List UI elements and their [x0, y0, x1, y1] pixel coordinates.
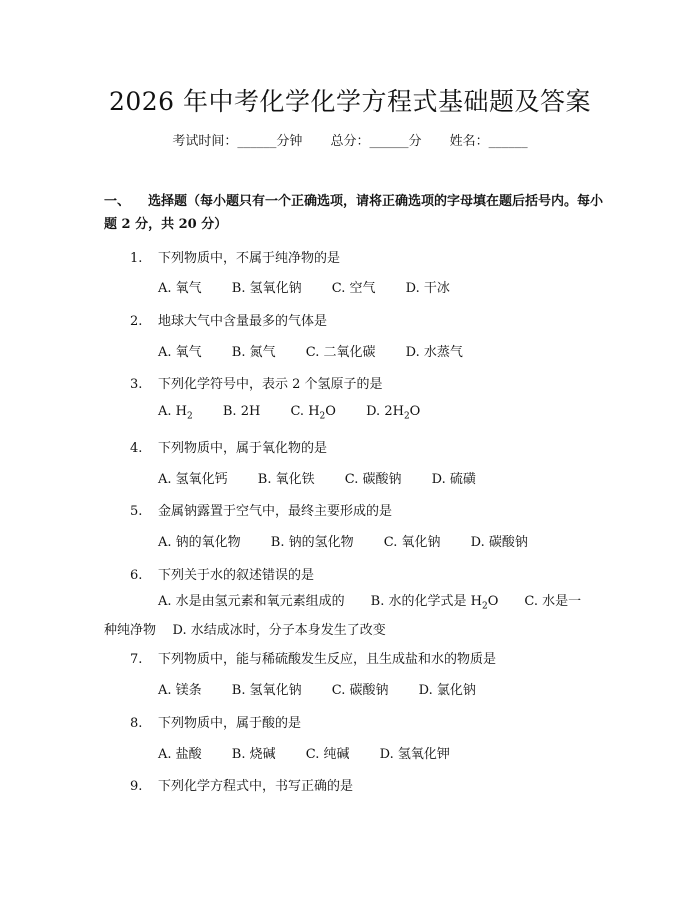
- question-text: 下列物质中，属于氧化物的是: [158, 441, 328, 456]
- question-text: 下列关于水的叙述错误的是: [158, 568, 315, 583]
- option-d: D. 氯化钠: [418, 683, 476, 698]
- option-b: B. 氢氧化钠: [231, 281, 302, 296]
- option-a: A. 盐酸: [158, 747, 202, 762]
- question-number: 9.: [130, 779, 143, 794]
- exam-score: 总分：______分: [330, 134, 422, 149]
- exam-time: 考试时间：______分钟: [172, 134, 303, 149]
- question-5: [130, 500, 392, 519]
- question-text: 金属钠露置于空气中，最终主要形成的是: [158, 504, 393, 519]
- question-1: [130, 247, 340, 266]
- option-c: C. 氧化钠: [383, 535, 441, 550]
- option-b: B. 2H: [222, 404, 261, 419]
- option-a: A. $H_2$: [158, 404, 193, 422]
- option-d: D. 水结成冰时，分子本身发生了改变: [172, 622, 386, 638]
- option-c: C. $H_2O$: [290, 404, 336, 422]
- question-9: [130, 775, 353, 794]
- option-c: C. 水是一种纯净物: [104, 594, 582, 638]
- option-c: C. 碳酸钠: [331, 683, 389, 698]
- section-instructions: 选择题（每小题只有一个正确选项，请将正确选项的字母填在题后括号内。每小题 2 分，共 20 分）: [104, 194, 604, 232]
- question-text: 下列物质中，能与稀硫酸发生反应，且生成盐和水的物质是: [158, 652, 497, 667]
- option-d: D. 碳酸钠: [470, 535, 528, 550]
- section-heading: [104, 190, 604, 236]
- question-text: 下列物质中，属于酸的是: [158, 716, 302, 731]
- option-a: A. 氧气: [158, 281, 202, 296]
- option-b: B. 氧化铁: [257, 472, 315, 487]
- option-b: B. 水的化学式是 $H_2O$: [370, 594, 499, 612]
- option-b: B. 钠的氢化物: [270, 535, 354, 550]
- question-4-options: [158, 468, 502, 487]
- option-a: A. 钠的氧化物: [158, 535, 241, 550]
- option-b: B. 氮气: [231, 345, 276, 360]
- question-number: 3.: [130, 377, 143, 392]
- question-number: 6.: [130, 568, 143, 583]
- option-d: D. 水蒸气: [405, 345, 463, 360]
- option-d: D. 干冰: [405, 281, 450, 296]
- option-c: C. 二氧化碳: [305, 345, 376, 360]
- question-3-options: [158, 404, 446, 422]
- option-c: C. 空气: [331, 281, 376, 296]
- option-b: B. 烧碱: [231, 747, 276, 762]
- option-c: C. 纯碱: [305, 747, 350, 762]
- exam-meta: [0, 130, 700, 149]
- question-8-options: [158, 743, 476, 762]
- question-6-options: [104, 590, 594, 642]
- question-text: 下列化学方程式中，书写正确的是: [158, 779, 354, 794]
- student-name: 姓名：______: [449, 134, 528, 149]
- question-number: 8.: [130, 716, 143, 731]
- question-2: [130, 310, 327, 329]
- question-text: 下列物质中，不属于纯净物的是: [158, 251, 341, 266]
- question-number: 1.: [130, 251, 143, 266]
- question-number: 7.: [130, 652, 143, 667]
- option-a: A. 氧气: [158, 345, 202, 360]
- question-7: [130, 648, 496, 667]
- question-1-options: [158, 277, 476, 296]
- option-d: D. 氢氧化钾: [379, 747, 450, 762]
- option-c: C. 碳酸钠: [344, 472, 402, 487]
- question-number: 4.: [130, 441, 143, 456]
- question-number: 5.: [130, 504, 143, 519]
- option-a: A. 水是由氢元素和氧元素组成的: [158, 594, 345, 609]
- question-2-options: [158, 341, 489, 360]
- page-title: 2026 年中考化学化学方程式基础题及答案: [108, 87, 592, 116]
- question-7-options: [158, 679, 502, 698]
- option-a: A. 镁条: [158, 683, 202, 698]
- section-number: 一、: [104, 194, 131, 209]
- question-text: 下列化学符号中，表示 2 个氢原子的是: [158, 377, 383, 392]
- option-a: A. 氢氧化钙: [158, 472, 228, 487]
- question-6: [130, 564, 314, 583]
- question-8: [130, 712, 301, 731]
- question-number: 2.: [130, 314, 143, 329]
- option-b: B. 氢氧化钠: [231, 683, 302, 698]
- question-text: 地球大气中含量最多的气体是: [158, 314, 328, 329]
- question-5-options: [158, 531, 554, 550]
- option-d: D. 硫磺: [431, 472, 476, 487]
- question-4: [130, 437, 327, 456]
- option-d: D. $2H_2O$: [366, 404, 421, 422]
- question-3: [130, 373, 383, 392]
